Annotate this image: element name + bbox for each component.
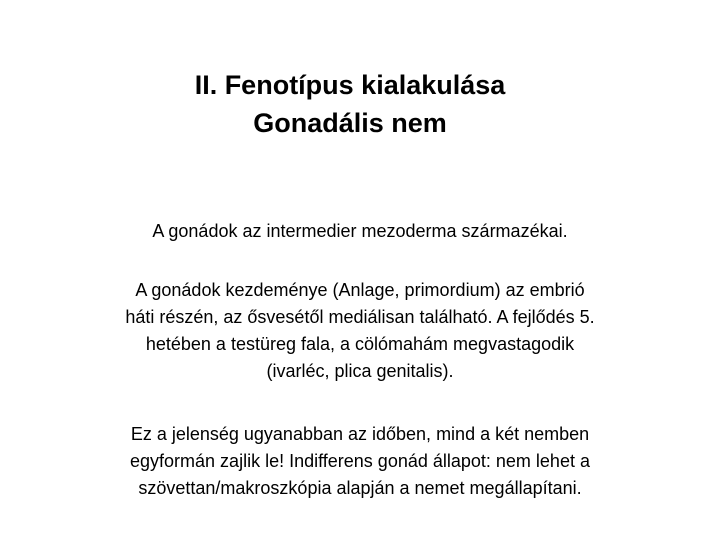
title-line-2: Gonadális nem	[253, 108, 447, 138]
paragraph-1	[60, 218, 660, 245]
paragraph-2-line-4: (ivarléc, plica genitalis).	[266, 361, 454, 381]
paragraph-1-line-1: A gonádok az intermedier mezoderma származékai.	[152, 221, 568, 241]
paragraph-3-line-3: szövettan/makroszkópia alapján a nemet megállapítani.	[138, 478, 582, 498]
paragraph-2-line-1: A gonádok kezdeménye (Anlage, primordium) az embrió	[135, 280, 585, 300]
paragraph-3-line-1: Ez a jelenség ugyanabban az időben, mind a két nemben	[130, 424, 590, 444]
title-line-1: II. Fenotípus kialakulása	[194, 70, 506, 100]
paragraph-3	[60, 421, 660, 502]
paragraph-3-line-2: egyformán zajlik le! Indifferens gonád állapot: nem lehet a	[130, 451, 590, 471]
paragraph-2-line-3: hetében a testüreg fala, a cölómahám megvastagodik	[145, 334, 575, 354]
slide-title	[0, 66, 700, 142]
paragraph-2-line-2: háti részén, az ősvesétől mediálisan található. A fejlődés 5.	[125, 307, 595, 327]
paragraph-2	[60, 277, 660, 385]
